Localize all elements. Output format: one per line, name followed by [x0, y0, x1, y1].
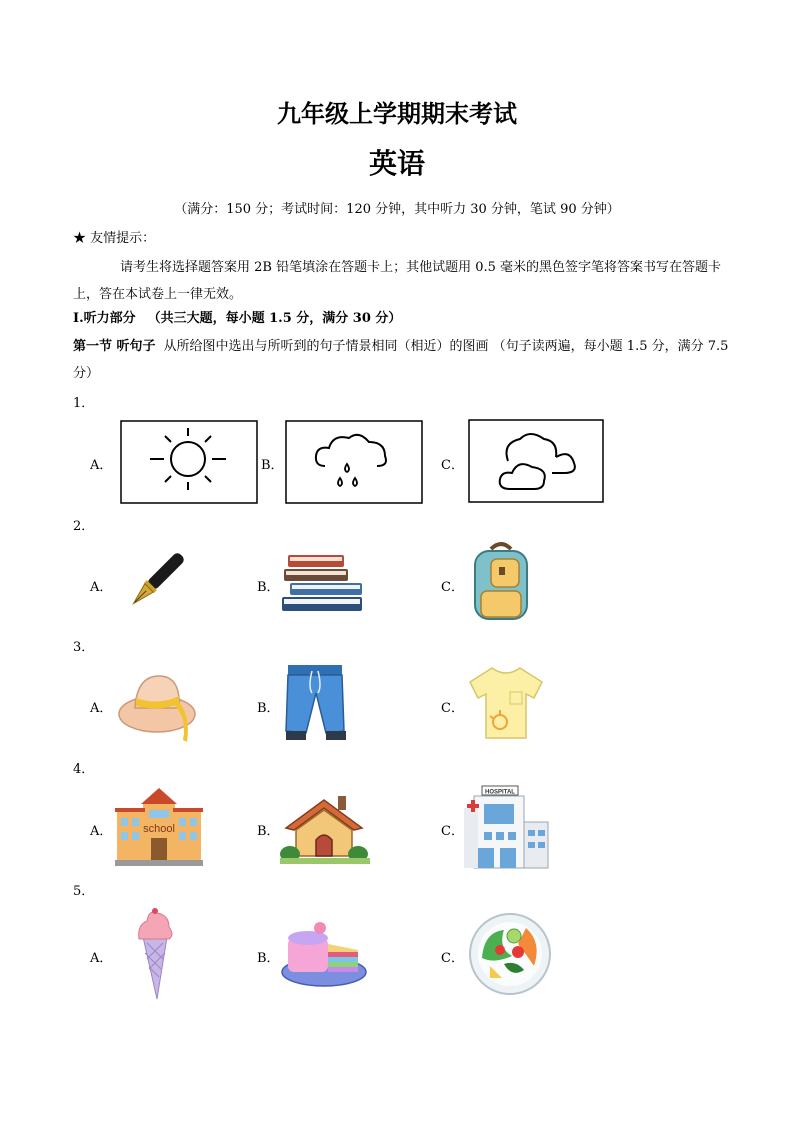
cloudy-icon	[468, 419, 604, 503]
t-shirt-icon	[466, 664, 546, 740]
sun-icon	[120, 420, 258, 504]
option-label: C．	[441, 580, 464, 595]
books-icon	[282, 553, 366, 615]
sun-hat-icon	[117, 664, 199, 746]
tips-heading: ★ 友情提示：	[73, 231, 156, 246]
fountain-pen-icon	[120, 548, 188, 618]
option-label: C．	[441, 458, 464, 473]
option-label: A．	[90, 701, 113, 716]
exam-title: 九年级上学期期末考试	[277, 99, 517, 128]
question-number: 1．	[73, 396, 95, 411]
exam-info: （满分：150 分；考试时间：120 分钟，其中听力 30 分钟，笔试 90 分钟）	[174, 202, 620, 217]
option-label: B．	[257, 951, 280, 966]
part-text: 从所给图中选出与所听到的句子情景相同（相近）的图画 （句子读两遍，每小题 1.5 分，满分 7.5 分）	[73, 339, 729, 381]
option-label: B．	[257, 824, 280, 839]
cake-icon	[280, 914, 370, 988]
question-number: 4．	[73, 762, 95, 777]
school-sign-text: school	[143, 823, 175, 835]
backpack-icon	[467, 541, 535, 623]
option-label: A．	[90, 824, 113, 839]
section-heading	[73, 307, 401, 326]
tips-body: 请考生将选择题答案用 2B 铅笔填涂在答题卡上；其他试题用 0.5 毫米的黑色签字笔将答案书写在答题卡上，答在本试卷上一律无效。	[73, 260, 722, 302]
section-detail: （共三大题，每小题 1.5 分，满分 30 分）	[147, 311, 402, 326]
option-label: B．	[261, 458, 284, 473]
hospital-sign-text: HOSPITAL	[485, 789, 515, 796]
question-number: 5．	[73, 884, 95, 899]
ice-cream-icon	[135, 907, 175, 1001]
rain-cloud-icon	[285, 420, 423, 504]
question-number: 2．	[73, 519, 95, 534]
salad-icon	[468, 908, 552, 1000]
section-title: I.听力部分	[73, 311, 136, 326]
house-icon	[280, 792, 370, 864]
school-building-icon	[115, 786, 203, 868]
part-instructions	[73, 333, 733, 387]
hospital-icon	[464, 784, 550, 870]
option-label: B．	[257, 580, 280, 595]
subject-title: 英语	[368, 147, 425, 180]
option-label: A．	[90, 458, 113, 473]
option-label: C．	[441, 951, 464, 966]
part-name: 第一节 听句子	[73, 339, 156, 354]
option-label: A．	[90, 951, 113, 966]
option-label: A．	[90, 580, 113, 595]
option-label: B．	[257, 701, 280, 716]
option-label: C．	[441, 701, 464, 716]
option-label: C．	[441, 824, 464, 839]
trousers-icon	[282, 663, 348, 743]
question-number: 3．	[73, 640, 95, 655]
